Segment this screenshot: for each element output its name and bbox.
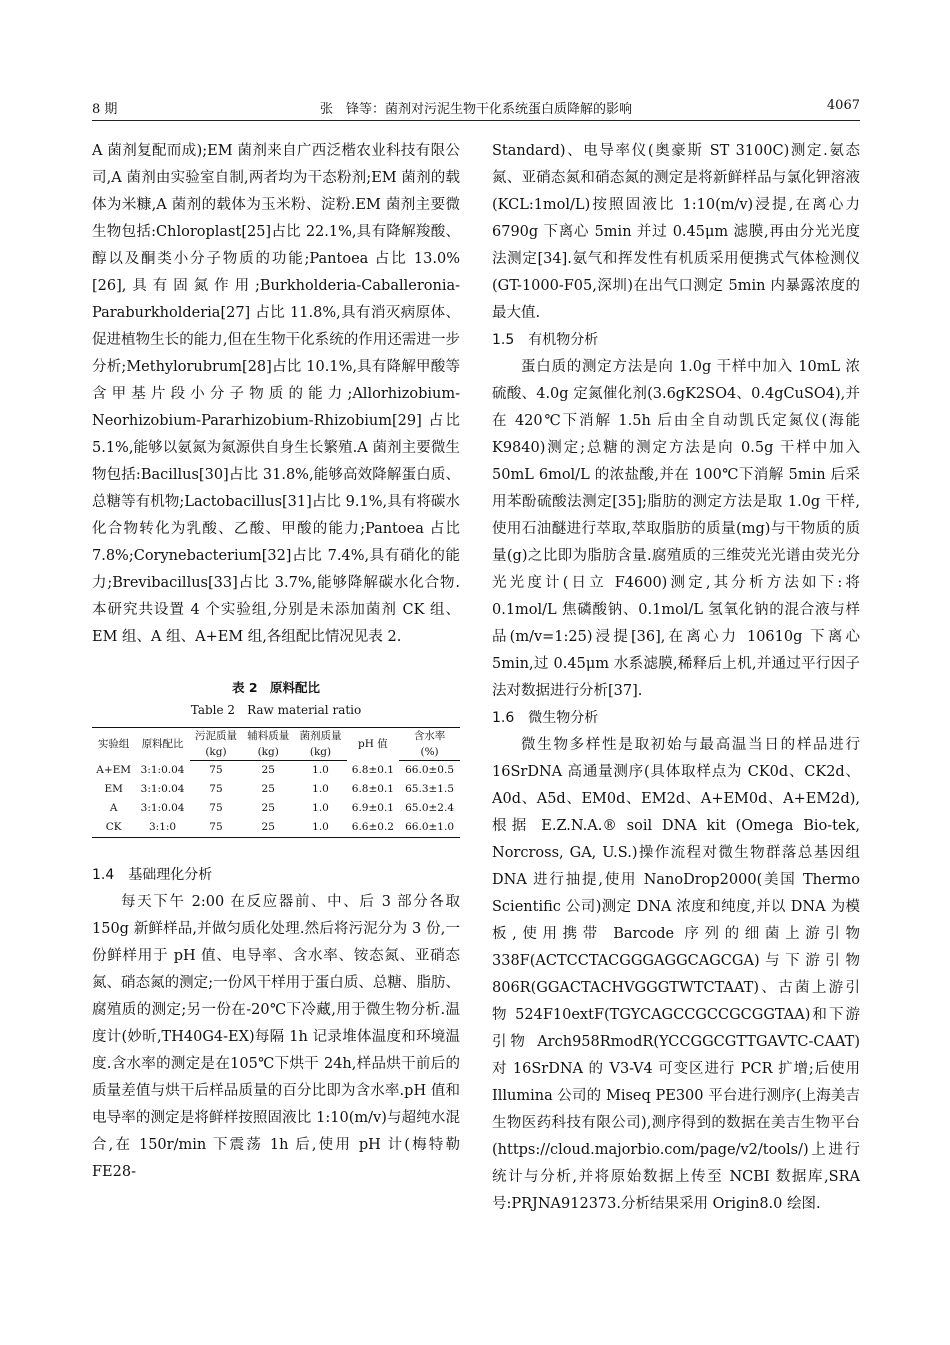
header-rule: [92, 120, 860, 121]
col-unit: (%): [399, 744, 460, 761]
table-title-en: Table 2 Raw material ratio: [190, 703, 362, 717]
table-row: [92, 799, 460, 818]
table-cell: 6.6±0.2: [347, 818, 400, 838]
section-text-1-4: 每天下午 2:00 在反应器前、中、后 3 部分各取 150g 新鲜样品,并做匀质化处理.然后将污泥分为 3 份,一份鲜样用于 pH 值、电导率、含水率、铵态氮、亚硝态氮、硝态氮的测定;一份风干样用于蛋白质、总糖、脂肪、腐殖质的测定;另一份在-20℃下冷藏,用于微生物分析.温度计(妙昕,TH40G4-EX)每隔 1h 记录堆体温度和环境温度.含水率的测定是在105℃下烘干 24h,样品烘干前后的质量差值与烘干后样品质量的百分比即为含水率.pH 值和电导率的测定是将鲜样按照固液比 1:10(m/v)与超纯水混合,在 150r/min 下震荡 1h 后,使用 pH 计(梅特勒 FE28-: [92, 894, 460, 1180]
table-row: [92, 761, 460, 781]
raw-material-table: [92, 727, 460, 838]
col-unit: (kg): [294, 744, 346, 761]
table-cell: 1.0: [312, 783, 329, 795]
table-cell: 3:1:0: [135, 818, 190, 838]
table-title-cn: 表 2 原料配比: [231, 680, 321, 695]
section-heading-1-5: 1.5 有机物分析: [492, 332, 599, 348]
running-header: [92, 98, 860, 120]
section-heading-1-6: 1.6 微生物分析: [492, 710, 599, 726]
col-header: 原料配比: [135, 728, 190, 761]
table-row: [92, 818, 460, 838]
page-number: 4067: [826, 98, 860, 113]
table-cell: CK: [92, 818, 135, 838]
table-cell: 6.8±0.1: [351, 763, 394, 776]
right-column: [492, 138, 860, 1218]
section-text-1-6: 微生物多样性是取初始与最高温当日的样品进行 16SrDNA 高通量测序(具体取样点为 CK0d、CK2d、A0d、A5d、EM0d、EM2d、A+EM0d、A+EM2d),根据 E.Z.N.A.® soil DNA kit (Omega Bio-tek, Norcross, GA, U.S.)操作流程对微生物群落总基因组 DNA 进行抽提,使用 NanoDrop2000(美国 Thermo Scientific 公司)测定 DNA 浓度和纯度,并以 DNA 为模板,使用携带 Barcode 序列的细菌上游引物 338F(ACTCCTACGGGAGGCAGCGA)与下游引物 806R(GGACTACHVGGGTWTCTAAT)、古菌上游引物 524F10extF(TGYCAGCCGCCGCGGTAA)和下游引物 Arch958RmodR(YCCGGCGTTGAVTC-CAAT)对 16SrDNA 的 V3-V4 可变区进行 PCR 扩增;后使用 Illumina 公司的 Miseq PE300 平台进行测序(上海美吉生物医药科技有限公司),测序得到的数据在美吉生物平台(https://cloud.majorbio.com/page/v2/tools/)上进行统计与分析,并将原始数据上传至 NCBI 数据库,SRA 号:PRJNA912373.分析结果采用 Origin8.0 绘图.: [492, 737, 860, 1212]
table-cell: 75: [209, 783, 223, 795]
table-cell: 25: [242, 818, 294, 838]
table-cell: 75: [190, 818, 242, 838]
table-cell: 75: [209, 764, 223, 776]
table-cell: 25: [261, 802, 275, 814]
col-header: pH 值: [347, 728, 400, 761]
table-cell: A+EM: [96, 763, 132, 776]
table-cell: A: [109, 802, 118, 814]
col-header: 含水率: [399, 728, 460, 745]
table-cell: 1.0: [312, 764, 329, 776]
issue-number: 8 期: [92, 102, 118, 117]
paragraph-microbes: A 菌剂复配而成);EM 菌剂来自广西泛楷农业科技有限公司,A 菌剂由实验室自制,两者均为干态粉剂;EM 菌剂的载体为米糠,A 菌剂的载体为玉米粉、淀粉.EM 菌剂主要微生物包括:Chloroplast[25]占比 22.1%,具有降解羧酸、醇以及酮类小分子物质的功能;Pantoea 占比 13.0%[26],具有固氮作用;Burkholderia-Caballeronia-Paraburkholderia[27] 占比 11.8%,具有消灭病原体、促进植物生长的能力,但在生物干化系统的作用还需进一步分析;Methylorubrum[28]占比 10.1%,具有降解甲酸等含甲基片段小分子物质的能力;Allorhizobium-Neorhizobium-Pararhizobium-Rhizobium[29] 占比 5.1%,能够以氨氮为氮源供自身生长繁殖.A 菌剂主要微生物包括:Bacillus[30]占比 31.8%,能够高效降解蛋白质、总糖等有机物;Lactobacillus[31]占比 9.1%,具有将碳水化合物转化为乳酸、乙酸、甲酸的能力;Pantoea 占比 7.8%;Corynebacterium[32]占比 7.4%,具有硝化的能力;Brevibacillus[33]占比 3.7%,能够降解碳水化合物.本研究共设置 4 个实验组,分别是未添加菌剂 CK 组、EM 组、A 组、A+EM 组,各组配比情况见表 2.: [92, 143, 460, 645]
table-cell: 65.3±1.5: [405, 783, 455, 795]
col-unit: (kg): [242, 744, 294, 761]
table-cell: 3:1:0.04: [140, 783, 185, 795]
table-cell: 66.0±0.5: [405, 764, 455, 776]
table-cell: 25: [261, 764, 275, 776]
section-text-1-5: 蛋白质的测定方法是向 1.0g 干样中加入 10mL 浓硫酸、4.0g 定氮催化剂(3.6gK2SO4、0.4gCuSO4),并在 420℃下消解 1.5h 后由全自动凯氏定氮仪(海能 K9840)测定;总糖的测定方法是向 0.5g 干样中加入 50mL 6mol/L 的浓盐酸,并在 100℃下消解 5min 后采用苯酚硫酸法测定[35];脂肪的测定方法是取 1.0g 干样,使用石油醚进行萃取,萃取脂肪的质量(mg)与干物质的质量(g)之比即为脂肪含量.腐殖质的三维荧光光谱由荧光分光光度计(日立 F4600)测定,其分析方法如下:将 0.1mol/L 焦磷酸钠、0.1mol/L 氢氧化钠的混合液与样品(m/v=1:25)浸提[36],在离心力 10610g 下离心 5min,过 0.45μm 水系滤膜,稀释后上机,并通过平行因子法对数据进行分析[37].: [492, 359, 860, 699]
table-cell: 3:1:0.04: [140, 802, 185, 814]
table-cell: 6.9±0.1: [351, 802, 394, 814]
table-cell: 3:1:0.04: [140, 763, 185, 776]
table-cell: 75: [209, 802, 223, 814]
table-cell: 6.8±0.1: [351, 783, 394, 795]
table-cell: 65.0±2.4: [405, 802, 455, 814]
col-header: 辅料质量: [242, 728, 294, 745]
table-row: [92, 780, 460, 799]
table-2: [92, 677, 460, 838]
left-column: [92, 138, 460, 1186]
col-header: 实验组: [92, 728, 135, 761]
col-header: 菌剂质量: [294, 728, 346, 745]
table-cell: 1.0: [294, 818, 346, 838]
section-heading-1-4: 1.4 基础理化分析: [92, 867, 213, 883]
running-title: 张 锋等：菌剂对污泥生物干化系统蛋白质降解的影响: [319, 102, 632, 117]
table-cell: 1.0: [312, 802, 329, 814]
col-header: 污泥质量: [190, 728, 242, 745]
table-cell: 25: [261, 783, 275, 795]
table-cell: EM: [104, 783, 123, 795]
paragraph-continued: Standard)、电导率仪(奥豪斯 ST 3100C)测定.氨态氮、亚硝态氮和硝态氮的测定是将新鲜样品与氯化钾溶液(KCL:1mol/L)按照固液比 1:10(m/v)浸提,在离心力 6790g 下离心 5min 并过 0.45μm 滤膜,再由分光光度法测定[34].氨气和挥发性有机质采用便携式气体检测仪(GT-1000-F05,深圳)在出气口测定 5min 内暴露浓度的最大值.: [492, 143, 860, 321]
table-cell: 66.0±1.0: [399, 818, 460, 838]
col-unit: (kg): [190, 744, 242, 761]
